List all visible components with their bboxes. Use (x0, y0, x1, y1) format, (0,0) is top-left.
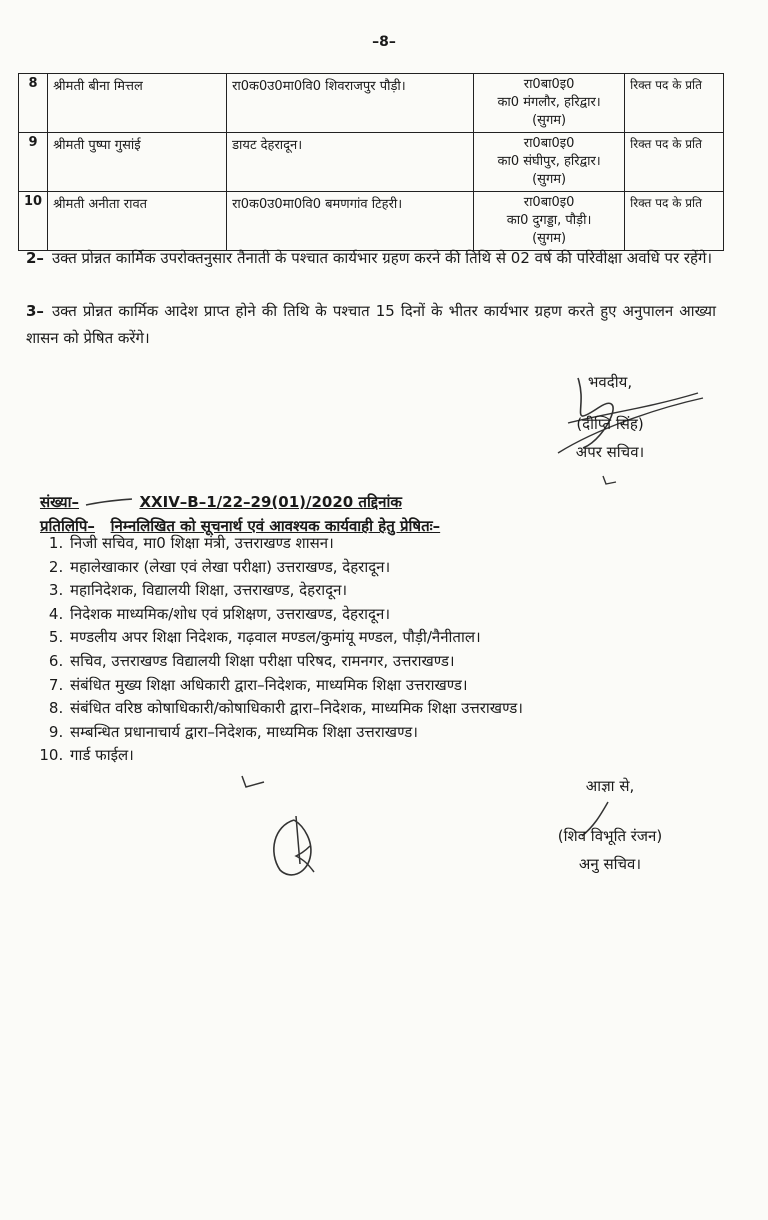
paragraph-text: उक्त प्रोन्नत कार्मिक उपरोक्तनुसार तैनाती के पश्चात कार्यभार ग्रहण करने की तिथि से 02 वर्ष की परिवीक्षा अवधि पर रहेंगे। (51, 249, 713, 267)
copy-label: प्रतिलिपि– (40, 517, 95, 535)
paragraph-number: 2– (26, 249, 44, 267)
reference-code: XXIV–B–1/22–29(01)/2020 तद्दिनांक (139, 493, 402, 511)
paragraph-joining (26, 298, 716, 352)
signatory-designation: अपर सचिव। (575, 443, 645, 461)
current-posting: रा0क0उ0मा0वि0 बमणगांव टिहरी। (227, 192, 474, 251)
employee-name: श्रीमती अनीता रावत (48, 192, 227, 251)
tick-mark (238, 773, 268, 791)
signatory-designation: अनु सचिव। (578, 855, 642, 873)
employee-name: श्रीमती बीना मित्तल (48, 74, 227, 133)
current-posting: रा0क0उ0मा0वि0 शिवराजपुर पौड़ी। (227, 74, 474, 133)
copy-recipient-list (46, 532, 748, 768)
signature-block-2 (510, 772, 710, 878)
signature-closing: भवदीय, (587, 373, 633, 391)
list-item: 3. महानिदेशक, विद्यालयी शिक्षा, उत्तराखण्ड, देहरादून। (68, 579, 748, 603)
list-item: 2. महालेखाकार (लेखा एवं लेखा परीक्षा) उत्तराखण्ड, देहरादून। (68, 556, 748, 580)
list-item: 10. गार्ड फाईल। (68, 744, 748, 768)
new-posting-line2: का0 संघीपुर, हरिद्वार। (497, 154, 601, 169)
signatory-name: (दीप्ति सिंह) (576, 415, 644, 433)
new-posting-line3: (सुगम) (532, 231, 567, 246)
page-number: –8– (372, 34, 396, 50)
handwritten-initials (266, 812, 326, 882)
new-posting-line1: रा0बा0इ0 (523, 77, 575, 92)
list-item: 1. निजी सचिव, मा0 शिक्षा मंत्री, उत्तराखण्ड शासन। (68, 532, 748, 556)
serial-number: 10 (19, 192, 48, 251)
new-posting-line3: (सुगम) (532, 172, 567, 187)
signature-block-1 (540, 368, 680, 466)
new-posting-line1: रा0बा0इ0 (523, 195, 575, 210)
list-item: 4. निदेशक माध्यमिक/शोध एवं प्रशिक्षण, उत्तराखण्ड, देहरादून। (68, 603, 748, 627)
tick-mark (600, 474, 620, 488)
pen-stroke (84, 497, 134, 509)
serial-number: 8 (19, 74, 48, 133)
employee-name: श्रीमती पुष्पा गुसांई (48, 133, 227, 192)
list-item: 5. मण्डलीय अपर शिक्षा निदेशक, गढ़वाल मण्डल/कुमांयू मण्डल, पौड़ी/नैनीताल। (68, 626, 748, 650)
new-posting (474, 74, 625, 133)
signatory-name: (शिव विभूति रंजन) (557, 827, 663, 845)
new-posting-line1: रा0बा0इ0 (523, 136, 575, 151)
new-posting (474, 133, 625, 192)
table-row (19, 192, 724, 251)
list-item: 7. संबंधित मुख्य शिक्षा अधिकारी द्वारा–निदेशक, माध्यमिक शिक्षा उत्तराखण्ड। (68, 674, 748, 698)
new-posting-line2: का0 दुगड्डा, पौड़ी। (506, 213, 592, 228)
new-posting-line3: (सुगम) (532, 113, 567, 128)
list-item: 9. सम्बन्धित प्रधानाचार्य द्वारा–निदेशक, माध्यमिक शिक्षा उत्तराखण्ड। (68, 721, 748, 745)
staff-posting-table (18, 73, 724, 251)
paragraph-probation (26, 245, 716, 272)
new-posting (474, 192, 625, 251)
paragraph-text: उक्त प्रोन्नत कार्मिक आदेश प्राप्त होने की तिथि के पश्चात 15 दिनों के भीतर कार्यभार ग्रहण करते हुए अनुपालन आख्या शासन को प्रेषित करेंगे। (26, 302, 716, 347)
remark: रिक्त पद के प्रति (625, 74, 724, 133)
paragraph-number: 3– (26, 302, 44, 320)
remark: रिक्त पद के प्रति (625, 133, 724, 192)
copy-intro: निम्नलिखित को सूचनार्थ एवं आवश्यक कार्यवाही हेतु प्रेषितः– (110, 517, 441, 535)
new-posting-line2: का0 मंगलौर, हरिद्वार। (497, 95, 601, 110)
current-posting: डायट देहरादून। (227, 133, 474, 192)
serial-number: 9 (19, 133, 48, 192)
table-row (19, 74, 724, 133)
signature-closing: आज्ञा से, (585, 777, 635, 795)
list-item: 8. संबंधित वरिष्ठ कोषाधिकारी/कोषाधिकारी द्वारा–निदेशक, माध्यमिक शिक्षा उत्तराखण्ड। (68, 697, 748, 721)
reference-label: संख्या– (40, 493, 80, 511)
list-item: 6. सचिव, उत्तराखण्ड विद्यालयी शिक्षा परीक्षा परिषद, रामनगर, उत्तराखण्ड। (68, 650, 748, 674)
remark: रिक्त पद के प्रति (625, 192, 724, 251)
table-row (19, 133, 724, 192)
reference-number (40, 492, 402, 512)
